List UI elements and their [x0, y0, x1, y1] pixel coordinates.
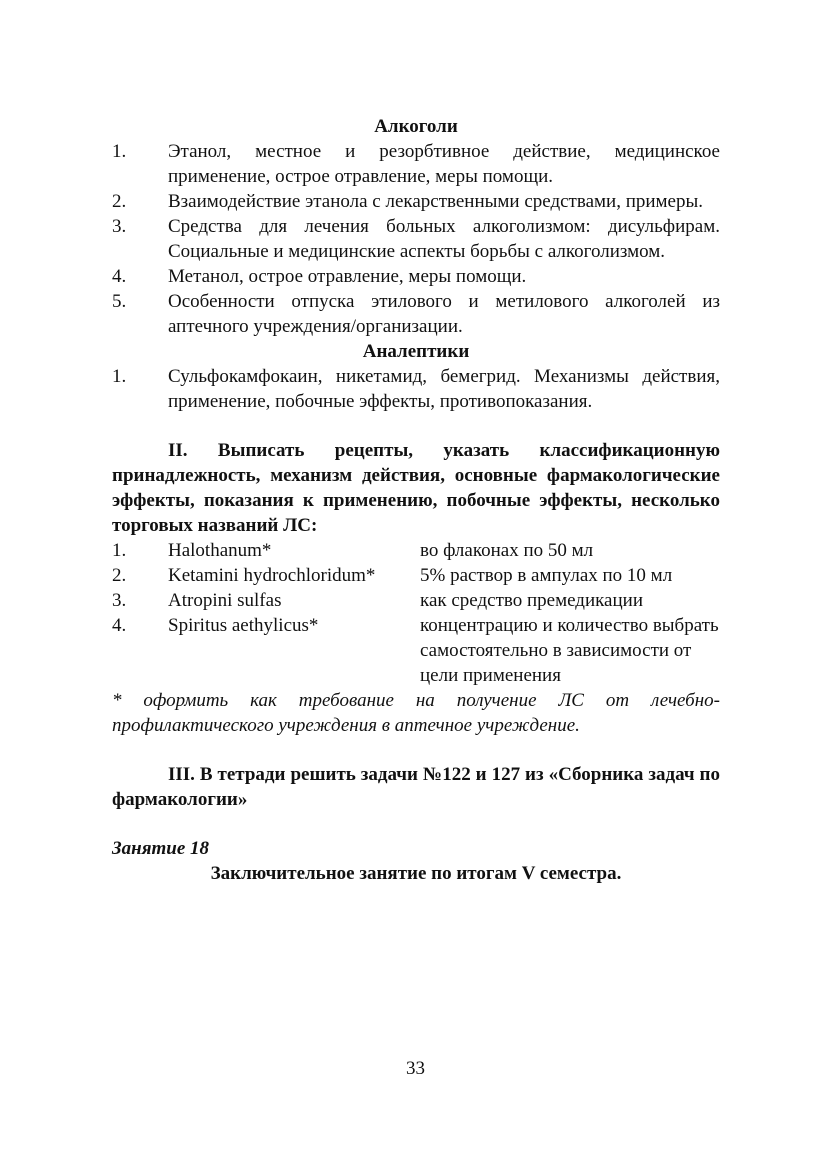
- analeptics-list: [112, 364, 720, 414]
- rx-number: 1.: [112, 540, 127, 561]
- item-number: 1.: [112, 366, 127, 387]
- rx-number: 3.: [112, 590, 127, 611]
- rx-drug-name: Spiritus aethylicus*: [168, 615, 319, 636]
- section-heading-analeptics: Аналептики: [362, 341, 470, 362]
- prescription-list: [112, 538, 720, 688]
- list-item: [112, 264, 720, 289]
- list-item: [112, 189, 720, 214]
- list-item: [112, 364, 720, 414]
- page-content: [112, 114, 720, 886]
- item-text: Взаимодействие этанола с лекарственными средствами, примеры.: [168, 191, 704, 212]
- task-2-header: II. Выписать рецепты, указать классификационную принадлежность, механизм действия, основные фармакологические эффекты, показания к применению, побочные эффекты, несколько торговых названий ЛС:: [112, 440, 720, 536]
- rx-description: во флаконах по 50 мл: [420, 540, 594, 561]
- task-3-header: III. В тетради решить задачи №122 и 127 из «Сборника задач по фармакологии»: [112, 764, 720, 810]
- rx-number: 2.: [112, 565, 127, 586]
- prescription-row: [112, 588, 720, 613]
- lesson-name: Заключительное занятие по итогам V семестра.: [210, 863, 622, 884]
- rx-drug-name: Atropini sulfas: [168, 590, 282, 611]
- rx-description: как средство премедикации: [420, 590, 643, 611]
- rx-drug-name: Halothanum*: [168, 540, 272, 561]
- lesson-title: Занятие 18: [112, 838, 210, 859]
- item-text: Средства для лечения больных алкоголизмом: дисульфирам. Социальные и медицинские аспекты борьбы с алкоголизмом.: [168, 216, 720, 262]
- item-text: Сульфокамфокаин, никетамид, бемегрид. Механизмы действия, применение, побочные эффекты, противопоказания.: [168, 366, 720, 412]
- prescription-row: [112, 563, 720, 588]
- list-item: [112, 214, 720, 264]
- rx-description: 5% раствор в ампулах по 10 мл: [420, 565, 673, 586]
- item-number: 1.: [112, 141, 127, 162]
- footnote: * оформить как требование на получение ЛС от лечебно-профилактического учреждения в аптечное учреждение.: [112, 690, 720, 736]
- item-text: Метанол, острое отравление, меры помощи.: [168, 266, 527, 287]
- alcohols-list: [112, 139, 720, 339]
- item-text: Особенности отпуска этилового и метилового алкоголей из аптечного учреждения/организации.: [168, 291, 720, 337]
- item-number: 4.: [112, 266, 127, 287]
- page-number: 33: [406, 1058, 425, 1079]
- item-number: 5.: [112, 291, 127, 312]
- rx-description: концентрацию и количество выбрать самостоятельно в зависимости от цели применения: [420, 615, 719, 686]
- rx-number: 4.: [112, 615, 127, 636]
- list-item: [112, 289, 720, 339]
- prescription-row: [112, 538, 720, 563]
- list-item: [112, 139, 720, 189]
- prescription-row: [112, 613, 720, 688]
- item-number: 3.: [112, 216, 127, 237]
- rx-drug-name: Ketamini hydrochloridum*: [168, 565, 376, 586]
- item-number: 2.: [112, 191, 127, 212]
- item-text: Этанол, местное и резорбтивное действие, медицинское применение, острое отравление, меры помощи.: [168, 141, 720, 187]
- section-heading-alcohols: Алкоголи: [374, 116, 458, 137]
